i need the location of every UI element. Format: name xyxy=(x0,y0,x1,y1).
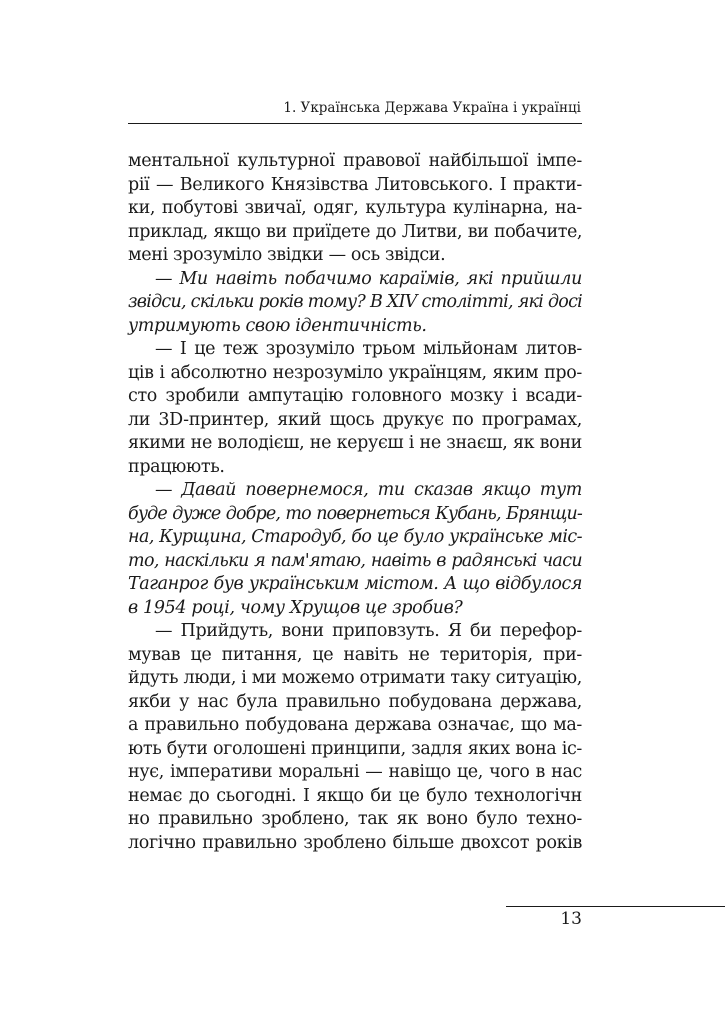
text-line: приклад, якщо ви приїдете до Литви, ви побачите, xyxy=(128,221,582,242)
text-line: ють бути оголошені принципи, задля яких вона іс- xyxy=(128,738,582,759)
text-line: працюють. xyxy=(128,456,225,477)
running-header: 1. Українська Держава Україна і українці xyxy=(283,100,581,116)
footer-rule xyxy=(506,906,725,907)
text-line: но правильно зроблено, так як воно було техно- xyxy=(128,809,582,829)
text-line: то, наскільки я пам'ятаю, навіть в радянські часи xyxy=(128,550,582,571)
text-line: немає до сьогодні. І якщо би це було технологічн xyxy=(128,785,582,806)
text-line: звідси, скільки років тому? В XIV столітті, які досі xyxy=(128,292,582,312)
text-line: — Прийдуть, вони приповзуть. Я би перефор- xyxy=(155,621,582,641)
body-text xyxy=(128,150,582,855)
text-line: йдуть люди, і ми можемо отримати таку ситуацію, xyxy=(128,668,582,688)
text-line: в 1954 році, чому Хрущов це зробив? xyxy=(128,597,463,618)
text-line: а правильно побудована держава означає, що ма- xyxy=(128,715,582,735)
text-line: рії — Великого Князівства Литовського. І практи- xyxy=(128,174,582,195)
text-line: — І це теж зрозуміло трьом мільйонам литов- xyxy=(155,339,582,359)
text-line: на, Курщина, Стародуб, бо це було українське міс- xyxy=(128,527,582,547)
text-line: — Ми навіть побачимо караїмів, які прийшли xyxy=(155,268,582,289)
text-line: утримують свою ідентичність. xyxy=(128,315,427,336)
text-line: мував це питання, це навіть не територія, при- xyxy=(128,644,582,665)
text-line: якими не володієш, не керуєш і не знаєш, як вони xyxy=(128,433,582,453)
text-line: якби у нас була правильно побудована держава, xyxy=(128,691,582,712)
text-line: логічно правильно зроблено більше двохсот років xyxy=(128,832,582,853)
text-line: Таганрог був українським містом. А що відбулося xyxy=(128,574,582,594)
text-line: — Давай повернемося, ти сказав якщо тут xyxy=(155,480,582,500)
text-line: ки, побутові звичаї, одяг, культура кулінарна, на- xyxy=(128,198,582,218)
text-line: буде дуже добре, то повернеться Кубань, Брянщи- xyxy=(128,503,582,524)
text-line: ців і абсолютно незрозуміло українцям, яким про- xyxy=(128,362,582,383)
page-number: 13 xyxy=(560,909,582,929)
text-line: нує, імперативи моральні — навіщо це, чого в нас xyxy=(128,762,582,782)
text-line: сто зробили ампутацію головного мозку і всади- xyxy=(128,386,582,406)
header-rule xyxy=(128,123,582,124)
text-line: мені зрозуміло звідки — ось звідси. xyxy=(128,245,446,265)
text-line: ли 3D-принтер, який щось друкує по програмах, xyxy=(128,409,582,430)
text-line: ментальної культурної правової найбільшої імпе- xyxy=(128,151,582,171)
